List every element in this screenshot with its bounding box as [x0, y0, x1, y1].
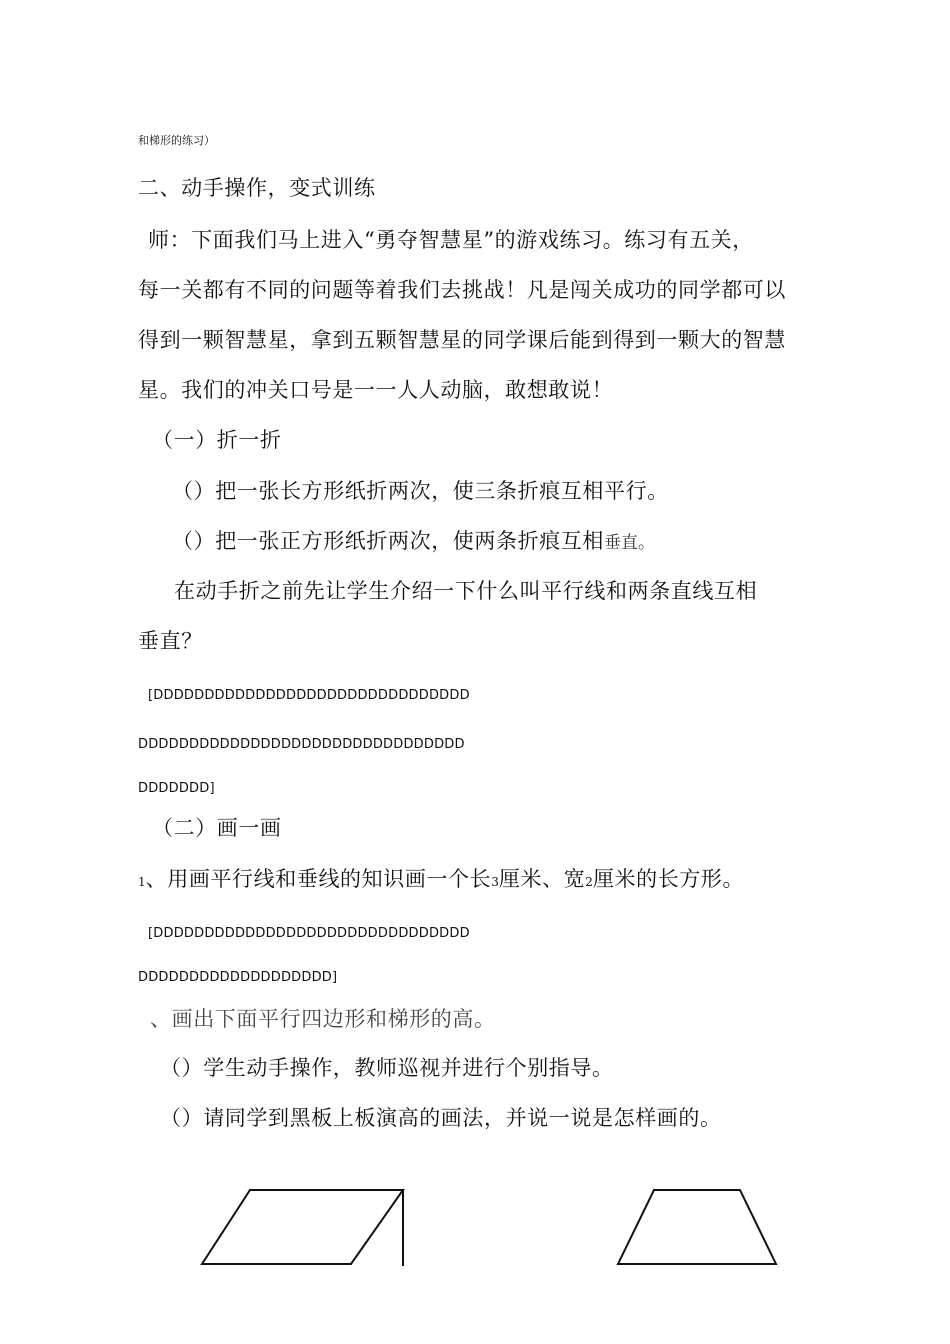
- paragraph-line: 垂直？: [138, 629, 203, 653]
- placeholder-text: DDDDDDDDDDDDDDDDDDD]: [138, 970, 338, 985]
- geometry-figures: [0, 1170, 950, 1344]
- placeholder-text: [DDDDDDDDDDDDDDDDDDDDDDDDDDDDDDD: [148, 688, 470, 703]
- task-line: [138, 869, 744, 890]
- length-value: 3: [491, 875, 499, 889]
- paragraph-line: 星。我们的冲关口号是一一人人动脑，敢想敢说！: [138, 378, 614, 402]
- paragraph-line: 得到一颗智慧星，拿到五颗智慧星的同学课后能到得到一颗大的智慧: [138, 328, 786, 352]
- placeholder-text: [DDDDDDDDDDDDDDDDDDDDDDDDDDDDDDD: [148, 926, 470, 941]
- subsection-heading: （二）画一画: [152, 816, 282, 840]
- paragraph-line: 每一关都有不同的问题等着我们去挑战！凡是闯关成功的同学都可以: [138, 278, 786, 302]
- task-line: 、画出下面平行四边形和梯形的高。: [150, 1007, 496, 1031]
- list-item: （）把一张长方形纸折两次，使三条折痕互相平行。: [172, 479, 669, 503]
- task-text: 厘米、宽: [498, 867, 586, 891]
- parallelogram-shape: [202, 1190, 403, 1264]
- list-item: （）学生动手操作，教师巡视并进行个别指导。: [160, 1056, 614, 1080]
- placeholder-text: DDDDDDD]: [138, 781, 215, 796]
- paragraph-line: 在动手折之前先让学生介绍一下什么叫平行线和两条直线互相: [174, 579, 758, 603]
- subsection-heading: （一）折一折: [152, 428, 282, 452]
- section-heading: 二、动手操作，变式训练: [138, 176, 376, 200]
- task-text: 厘米的长方形。: [592, 867, 745, 891]
- width-value: 2: [585, 875, 593, 889]
- paragraph-line: 师：下面我们马上进入“勇夺智慧星”的游戏练习。练习有五关，: [148, 228, 754, 252]
- list-item-text: （）把一张正方形纸折两次，使两条折痕互相: [172, 529, 604, 553]
- task-text: 、用画平行线和垂线的知识画一个长: [145, 867, 492, 891]
- list-item: （）请同学到黑板上板演高的画法，并说一说是怎样画的。: [160, 1106, 722, 1130]
- list-item: [172, 531, 655, 552]
- fragment-line: 和梯形的练习）: [138, 134, 215, 147]
- placeholder-text: DDDDDDDDDDDDDDDDDDDDDDDDDDDDDDDD: [138, 737, 465, 752]
- trapezoid-shape: [618, 1190, 776, 1264]
- list-item-tail: 垂直。: [604, 533, 655, 553]
- task-number: 1: [138, 875, 146, 889]
